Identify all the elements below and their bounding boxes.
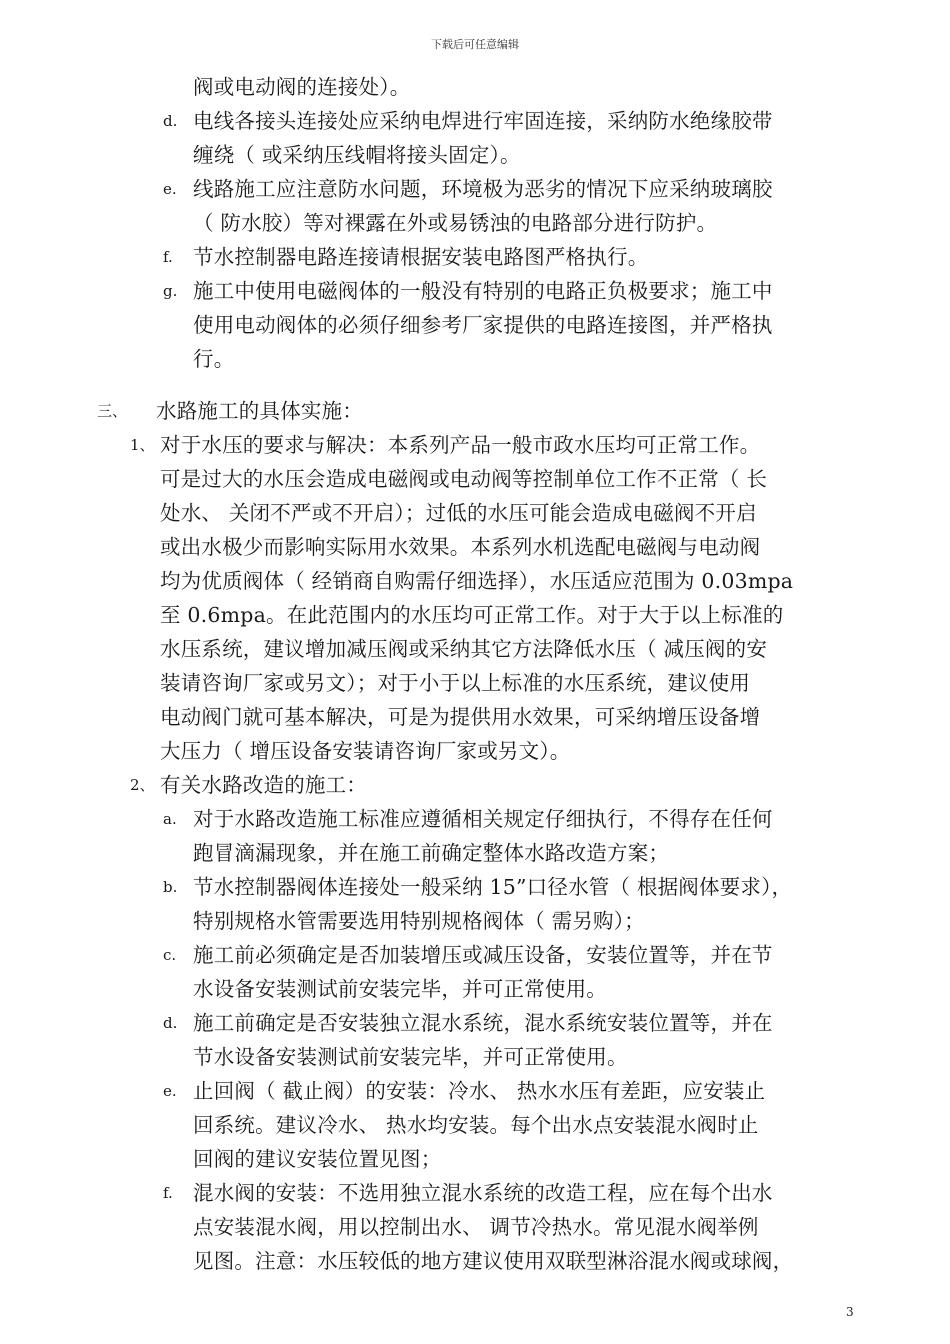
list-marker: f. (163, 1184, 173, 1202)
text-line: 行。 (193, 347, 235, 371)
text-line: 止回阀（ 截止阀）的安装：冷水、 热水水压有差距，应安装止 (193, 1079, 766, 1103)
text-line: 线路施工应注意防水问题，环境极为恶劣的情况下应采纳玻璃胶 (193, 177, 773, 201)
list-marker: g. (163, 282, 178, 300)
text-line: 对于水压的要求与解决：本系列产品一般市政水压均可正常工作。 (160, 433, 761, 457)
list-marker: 1、 (130, 436, 155, 454)
text-line: 有关水路改造的施工： (160, 773, 367, 797)
text-line: 至 0.6mpa。在此范围内的水压均可正常工作。对于大于以上标准的 (160, 603, 784, 627)
text-line: （ 防水胶）等对裸露在外或易锈浊的电路部分进行防护。 (193, 211, 718, 235)
list-marker: e. (163, 1082, 177, 1100)
text-line: 水设备安装测试前安装完毕，并可正常使用。 (193, 977, 607, 1001)
page-header: 下载后可任意编辑 (431, 38, 519, 51)
text-line: 缠绕（ 或采纳压线帽将接头固定）。 (193, 143, 521, 167)
list-marker: e. (163, 180, 177, 198)
text-line: 可是过大的水压会造成电磁阀或电动阀等控制单位工作不正常（ 长 (160, 467, 768, 491)
list-marker: a. (163, 810, 177, 828)
text-line: 特别规格水管需要选用特别规格阀体（ 需另购）； (193, 909, 645, 933)
page-number: 3 (846, 1305, 854, 1319)
text-line: 混水阀的安装：不选用独立混水系统的改造工程，应在每个出水 (193, 1181, 773, 1205)
text-line: 回系统。建议冷水、 热水均安装。每个出水点安装混水阀时止 (193, 1113, 759, 1137)
text-line: 施工中使用电磁阀体的一般没有特别的电路正负极要求；施工中 (193, 279, 773, 303)
text-line: 电线各接头连接处应采纳电焊进行牢固连接，采纳防水绝缘胶带 (193, 109, 773, 133)
text-line: 回阀的建议安装位置见图； (193, 1147, 442, 1171)
list-marker: d. (163, 112, 178, 130)
text-line: 使用电动阀体的必须仔细参考厂家提供的电路连接图，并严格执 (193, 313, 773, 337)
text-line: 均为优质阀体（ 经销商自购需仔细选择），水压适应范围为 0.03mpa (160, 569, 794, 593)
list-marker: b. (163, 878, 178, 896)
text-line: 或出水极少而影响实际用水效果。本系列水机选配电磁阀与电动阀 (160, 535, 761, 559)
text-line: 电动阀门就可基本解决，可是为提供用水效果，可采纳增压设备增 (160, 705, 761, 729)
text-line: 处水、 关闭不严或不开启）；过低的水压可能会造成电磁阀不开启 (160, 501, 757, 525)
text-line: 施工前必须确定是否加装增压或减压设备，安装位置等，并在节 (193, 943, 773, 967)
section-heading: 水路施工的具体实施： (156, 399, 363, 423)
list-marker: 2、 (130, 776, 155, 794)
section-number: 三、 (97, 402, 128, 420)
text-line: 阀或电动阀的连接处）。 (193, 75, 411, 99)
text-line: 节水设备安装测试前安装完毕，并可正常使用。 (193, 1045, 628, 1069)
text-line: 节水控制器阀体连接处一般采纳 15”口径水管（ 根据阀体要求）， (193, 875, 793, 899)
text-line: 施工前确定是否安装独立混水系统，混水系统安装位置等，并在 (193, 1011, 773, 1035)
text-line: 大压力（ 增压设备安装请咨询厂家或另文）。 (160, 739, 571, 763)
text-line: 水压系统，建议增加减压阀或采纳其它方法降低水压（ 减压阀的安 (160, 637, 768, 661)
list-marker: d. (163, 1014, 178, 1032)
text-line: 见图。注意：水压较低的地方建议使用双联型淋浴混水阀或球阀， (193, 1249, 794, 1273)
text-line: 对于水路改造施工标准应遵循相关规定仔细执行，不得存在任何 (193, 807, 773, 831)
text-line: 跑冒滴漏现象，并在施工前确定整体水路改造方案； (193, 841, 670, 865)
list-marker: c. (163, 946, 177, 964)
text-line: 点安装混水阀，用以控制出水、 调节冷热水。常见混水阀举例 (193, 1215, 759, 1239)
list-marker: f. (163, 248, 173, 266)
text-line: 装请咨询厂家或另文）；对于小于以上标准的水压系统，建议使用 (160, 671, 751, 695)
text-line: 节水控制器电路连接请根据安装电路图严格执行。 (193, 245, 649, 269)
